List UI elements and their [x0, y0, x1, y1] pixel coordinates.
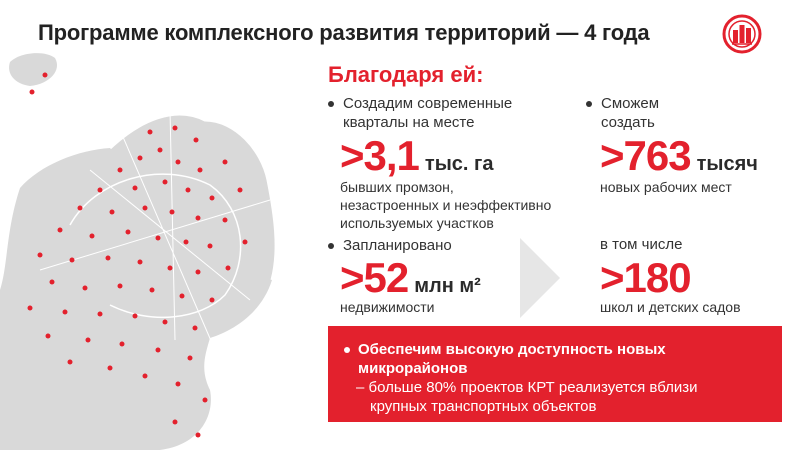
- bullet-dot: [344, 347, 350, 353]
- stat-area-value: >3,1 тыс. га: [340, 132, 494, 179]
- stat-realty-desc: недвижимости: [340, 299, 435, 315]
- highlight-box: Обеспечим высокую доступность новых микрорайонов – больше 80% проектов КРТ реализуется вблизи крупных транспортных объектов: [328, 326, 782, 422]
- stat-realty-value: >52 млн м²: [340, 254, 481, 301]
- page-title: Программе комплексного развития территорий — 4 года: [38, 20, 650, 45]
- chevron-right-icon: [520, 238, 560, 318]
- stat-jobs-lead-line: создать: [601, 114, 655, 131]
- stat-area-desc: бывших промзон, незастроенных и неэффективно используемых участков: [340, 179, 552, 231]
- stat-realty-lead-line: Запланировано: [343, 237, 452, 254]
- stat-jobs-desc: новых рабочих мест: [600, 179, 732, 195]
- stat-schools-value: >180: [600, 254, 691, 301]
- stat-area-lead-line: Создадим современные: [343, 95, 513, 112]
- stat-jobs-lead-line: Сможем: [601, 95, 660, 112]
- bullet-dot: [328, 101, 334, 107]
- bullet-dot: [328, 243, 334, 249]
- stat-jobs-value: >763 тысяч: [600, 132, 758, 179]
- highlight-sub: – больше 80% проектов КРТ реализуется вблизи крупных транспортных объектов: [356, 379, 698, 415]
- section-subtitle: Благодаря ей:: [328, 62, 484, 87]
- stat-schools-lead: в том числе: [600, 236, 683, 253]
- moscow-map: [0, 50, 330, 450]
- stat-area-lead-line: кварталы на месте: [343, 114, 475, 131]
- bullet-dot: [586, 101, 592, 107]
- building-emblem-icon: [722, 14, 762, 54]
- stat-schools-desc: школ и детских садов: [600, 299, 741, 315]
